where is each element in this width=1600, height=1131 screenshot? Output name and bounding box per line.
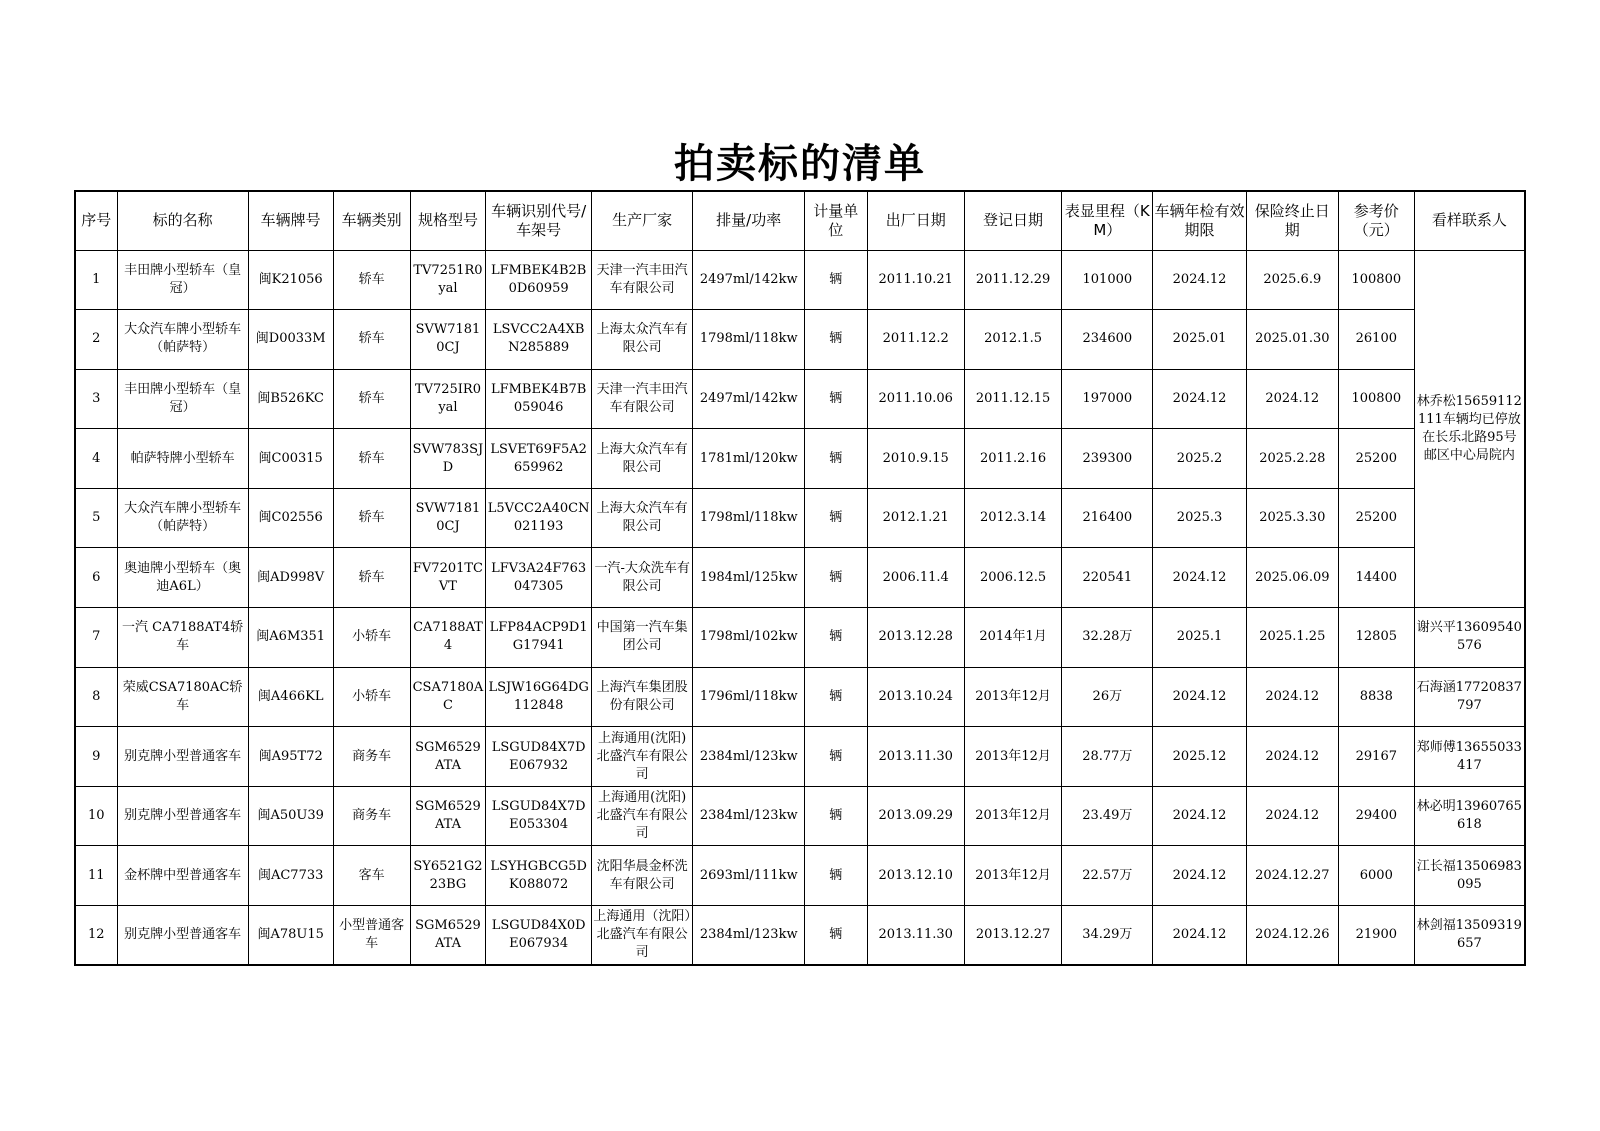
row-number-cell: 9: [75, 727, 117, 787]
vehicle-category-cell: 轿车: [333, 369, 410, 429]
contact-cell: 林剑福13509319657: [1414, 906, 1525, 966]
item-name-cell: 别克牌小型普通客车: [117, 727, 248, 787]
manufacturer-cell: 一汽-大众洗车有限公司: [591, 548, 692, 608]
plate-number-cell: 闽AC7733: [248, 846, 333, 906]
contact-cell: 石海涵17720837797: [1414, 667, 1525, 727]
row-number-cell: 5: [75, 488, 117, 548]
item-name-cell: 别克牌小型普通客车: [117, 906, 248, 966]
manufacture-date-cell: 2011.12.2: [867, 310, 964, 370]
odometer-cell: 22.57万: [1062, 846, 1153, 906]
vin-number-cell: LSYHGBCG5DK088072: [486, 846, 592, 906]
table-row: [75, 429, 1525, 489]
plate-number-cell: 闽AD998V: [248, 548, 333, 608]
row-number-cell: 12: [75, 906, 117, 966]
unit-cell: 辆: [805, 369, 868, 429]
table-row: [75, 608, 1525, 668]
table-row: [75, 369, 1525, 429]
vin-number-cell: LFMBEK4B7B059046: [486, 369, 592, 429]
manufacturer-cell: 上海大众汽车有限公司: [591, 488, 692, 548]
header-cell: 标的名称: [117, 191, 248, 250]
table-row: [75, 250, 1525, 310]
vehicle-category-cell: 轿车: [333, 250, 410, 310]
manufacturer-cell: 上海通用(沈阳)北盛汽车有限公司: [591, 786, 692, 846]
inspection-expiry-cell: 2024.12: [1153, 846, 1246, 906]
model-spec-cell: SGM6529ATA: [410, 786, 486, 846]
plate-number-cell: 闽A50U39: [248, 786, 333, 846]
reference-price-cell: 100800: [1338, 250, 1414, 310]
inspection-expiry-cell: 2024.12: [1153, 906, 1246, 966]
reference-price-cell: 12805: [1338, 608, 1414, 668]
header-cell: 看样联系人: [1414, 191, 1525, 250]
manufacturer-cell: 中国第一汽车集团公司: [591, 608, 692, 668]
header-cell: 序号: [75, 191, 117, 250]
vin-number-cell: L5VCC2A40CN021193: [486, 488, 592, 548]
reference-price-cell: 6000: [1338, 846, 1414, 906]
vin-number-cell: LSJW16G64DG112848: [486, 667, 592, 727]
reference-price-cell: 14400: [1338, 548, 1414, 608]
plate-number-cell: 闽A466KL: [248, 667, 333, 727]
inspection-expiry-cell: 2024.12: [1153, 250, 1246, 310]
inspection-expiry-cell: 2025.12: [1153, 727, 1246, 787]
item-name-cell: 丰田牌小型轿车（皇冠）: [117, 250, 248, 310]
vin-number-cell: LSVET69F5A2659962: [486, 429, 592, 489]
reference-price-cell: 26100: [1338, 310, 1414, 370]
odometer-cell: 32.28万: [1062, 608, 1153, 668]
model-spec-cell: TV7251R0yal: [410, 250, 486, 310]
registration-date-cell: 2011.2.16: [964, 429, 1061, 489]
item-name-cell: 一汽 CA7188AT4轿车: [117, 608, 248, 668]
manufacture-date-cell: 2013.11.30: [867, 727, 964, 787]
unit-cell: 辆: [805, 488, 868, 548]
registration-date-cell: 2013年12月: [964, 727, 1061, 787]
inspection-expiry-cell: 2024.12: [1153, 369, 1246, 429]
contact-cell: 林必明13960765618: [1414, 786, 1525, 846]
model-spec-cell: CSA7180AC: [410, 667, 486, 727]
row-number-cell: 10: [75, 786, 117, 846]
plate-number-cell: 闽C00315: [248, 429, 333, 489]
row-number-cell: 1: [75, 250, 117, 310]
unit-cell: 辆: [805, 846, 868, 906]
registration-date-cell: 2013年12月: [964, 667, 1061, 727]
odometer-cell: 239300: [1062, 429, 1153, 489]
header-cell: 保险终止日期: [1246, 191, 1338, 250]
manufacturer-cell: 上海大众汽车有限公司: [591, 429, 692, 489]
vehicle-category-cell: 客车: [333, 846, 410, 906]
registration-date-cell: 2012.3.14: [964, 488, 1061, 548]
table-row: [75, 488, 1525, 548]
insurance-expiry-cell: 2025.06.09: [1246, 548, 1338, 608]
registration-date-cell: 2013年12月: [964, 846, 1061, 906]
model-spec-cell: SY6521G223BG: [410, 846, 486, 906]
model-spec-cell: TV725IR0yal: [410, 369, 486, 429]
reference-price-cell: 100800: [1338, 369, 1414, 429]
insurance-expiry-cell: 2024.12: [1246, 727, 1338, 787]
insurance-expiry-cell: 2024.12.26: [1246, 906, 1338, 966]
reference-price-cell: 8838: [1338, 667, 1414, 727]
displacement-power-cell: 1781ml/120kw: [693, 429, 805, 489]
manufacturer-cell: 上海通用(沈阳)北盛汽车有限公司: [591, 727, 692, 787]
table-row: [75, 906, 1525, 966]
vin-number-cell: LFP84ACP9D1G17941: [486, 608, 592, 668]
table-row: [75, 548, 1525, 608]
header-cell: 登记日期: [964, 191, 1061, 250]
unit-cell: 辆: [805, 548, 868, 608]
odometer-cell: 216400: [1062, 488, 1153, 548]
auction-items-table: [74, 190, 1526, 966]
model-spec-cell: FV7201TCVT: [410, 548, 486, 608]
insurance-expiry-cell: 2025.1.25: [1246, 608, 1338, 668]
model-spec-cell: SVW71810CJ: [410, 310, 486, 370]
model-spec-cell: CA7188AT4: [410, 608, 486, 668]
odometer-cell: 234600: [1062, 310, 1153, 370]
reference-price-cell: 29400: [1338, 786, 1414, 846]
manufacture-date-cell: 2013.12.28: [867, 608, 964, 668]
plate-number-cell: 闽A6M351: [248, 608, 333, 668]
displacement-power-cell: 2693ml/111kw: [693, 846, 805, 906]
manufacture-date-cell: 2006.11.4: [867, 548, 964, 608]
vin-number-cell: LSGUD84X7DE053304: [486, 786, 592, 846]
unit-cell: 辆: [805, 310, 868, 370]
model-spec-cell: SVW783SJD: [410, 429, 486, 489]
manufacture-date-cell: 2011.10.06: [867, 369, 964, 429]
plate-number-cell: 闽K21056: [248, 250, 333, 310]
inspection-expiry-cell: 2025.2: [1153, 429, 1246, 489]
registration-date-cell: 2011.12.29: [964, 250, 1061, 310]
row-number-cell: 8: [75, 667, 117, 727]
row-number-cell: 3: [75, 369, 117, 429]
odometer-cell: 28.77万: [1062, 727, 1153, 787]
row-number-cell: 2: [75, 310, 117, 370]
vin-number-cell: LSGUD84X0DE067934: [486, 906, 592, 966]
inspection-expiry-cell: 2024.12: [1153, 786, 1246, 846]
reference-price-cell: 25200: [1338, 429, 1414, 489]
page-title: 拍卖标的清单: [674, 141, 926, 187]
odometer-cell: 101000: [1062, 250, 1153, 310]
table-header-row: [75, 191, 1525, 250]
item-name-cell: 奥迪牌小型轿车（奥迪A6L）: [117, 548, 248, 608]
manufacture-date-cell: 2013.12.10: [867, 846, 964, 906]
header-cell: 出厂日期: [867, 191, 964, 250]
header-cell: 车辆识别代号/ 车架号: [486, 191, 592, 250]
insurance-expiry-cell: 2024.12.27: [1246, 846, 1338, 906]
contact-cell: 江长福13506983095: [1414, 846, 1525, 906]
manufacture-date-cell: 2013.10.24: [867, 667, 964, 727]
table-row: [75, 846, 1525, 906]
row-number-cell: 11: [75, 846, 117, 906]
manufacturer-cell: 上海太众汽车有限公司: [591, 310, 692, 370]
table-row: [75, 786, 1525, 846]
insurance-expiry-cell: 2025.3.30: [1246, 488, 1338, 548]
vehicle-category-cell: 轿车: [333, 429, 410, 489]
contact-cell: 谢兴平13609540576: [1414, 608, 1525, 668]
odometer-cell: 197000: [1062, 369, 1153, 429]
inspection-expiry-cell: 2024.12: [1153, 548, 1246, 608]
vehicle-category-cell: 轿车: [333, 488, 410, 548]
vehicle-category-cell: 小型普通客车: [333, 906, 410, 966]
unit-cell: 辆: [805, 608, 868, 668]
plate-number-cell: 闽C02556: [248, 488, 333, 548]
item-name-cell: 荣威CSA7180AC轿车: [117, 667, 248, 727]
plate-number-cell: 闽D0033M: [248, 310, 333, 370]
vehicle-category-cell: 小轿车: [333, 608, 410, 668]
insurance-expiry-cell: 2024.12: [1246, 667, 1338, 727]
displacement-power-cell: 2497ml/142kw: [693, 250, 805, 310]
registration-date-cell: 2012.1.5: [964, 310, 1061, 370]
manufacture-date-cell: 2013.09.29: [867, 786, 964, 846]
contact-cell: 郑师傅13655033417: [1414, 727, 1525, 787]
insurance-expiry-cell: 2025.6.9: [1246, 250, 1338, 310]
vehicle-category-cell: 轿车: [333, 548, 410, 608]
insurance-expiry-cell: 2025.2.28: [1246, 429, 1338, 489]
vehicle-category-cell: 商务车: [333, 786, 410, 846]
odometer-cell: 26万: [1062, 667, 1153, 727]
unit-cell: 辆: [805, 727, 868, 787]
vehicle-category-cell: 轿车: [333, 310, 410, 370]
shared-contact-cell: 林乔松15659112111车辆均已停放在长乐北路95号邮区中心局院内: [1414, 250, 1525, 608]
item-name-cell: 金杯牌中型普通客车: [117, 846, 248, 906]
displacement-power-cell: 1798ml/118kw: [693, 310, 805, 370]
inspection-expiry-cell: 2024.12: [1153, 667, 1246, 727]
registration-date-cell: 2011.12.15: [964, 369, 1061, 429]
model-spec-cell: SVW71810CJ: [410, 488, 486, 548]
header-cell: 排量/功率: [693, 191, 805, 250]
displacement-power-cell: 2497ml/142kw: [693, 369, 805, 429]
odometer-cell: 23.49万: [1062, 786, 1153, 846]
vehicle-category-cell: 商务车: [333, 727, 410, 787]
reference-price-cell: 21900: [1338, 906, 1414, 966]
manufacturer-cell: 上海通用（沈阳）北盛汽车有限公司: [591, 906, 692, 966]
odometer-cell: 220541: [1062, 548, 1153, 608]
unit-cell: 辆: [805, 906, 868, 966]
row-number-cell: 4: [75, 429, 117, 489]
reference-price-cell: 29167: [1338, 727, 1414, 787]
vin-number-cell: LFV3A24F763047305: [486, 548, 592, 608]
displacement-power-cell: 2384ml/123kw: [693, 906, 805, 966]
inspection-expiry-cell: 2025.3: [1153, 488, 1246, 548]
displacement-power-cell: 2384ml/123kw: [693, 727, 805, 787]
plate-number-cell: 闽A78U15: [248, 906, 333, 966]
inspection-expiry-cell: 2025.01: [1153, 310, 1246, 370]
header-cell: 计量单位: [805, 191, 868, 250]
manufacturer-cell: 沈阳华晨金杯洗车有限公司: [591, 846, 692, 906]
model-spec-cell: SGM6529ATA: [410, 727, 486, 787]
item-name-cell: 大众汽车牌小型轿车（帕萨特）: [117, 488, 248, 548]
model-spec-cell: SGM6529ATA: [410, 906, 486, 966]
displacement-power-cell: 1984ml/125kw: [693, 548, 805, 608]
header-cell: 生产厂家: [591, 191, 692, 250]
manufacturer-cell: 天津一汽丰田汽车有限公司: [591, 369, 692, 429]
insurance-expiry-cell: 2024.12: [1246, 369, 1338, 429]
unit-cell: 辆: [805, 429, 868, 489]
row-number-cell: 7: [75, 608, 117, 668]
manufacture-date-cell: 2010.9.15: [867, 429, 964, 489]
item-name-cell: 别克牌小型普通客车: [117, 786, 248, 846]
unit-cell: 辆: [805, 786, 868, 846]
registration-date-cell: 2013年12月: [964, 786, 1061, 846]
manufacture-date-cell: 2013.11.30: [867, 906, 964, 966]
displacement-power-cell: 1798ml/102kw: [693, 608, 805, 668]
registration-date-cell: 2014年1月: [964, 608, 1061, 668]
unit-cell: 辆: [805, 250, 868, 310]
reference-price-cell: 25200: [1338, 488, 1414, 548]
item-name-cell: 大众汽车牌小型轿车（帕萨特）: [117, 310, 248, 370]
unit-cell: 辆: [805, 667, 868, 727]
manufacture-date-cell: 2011.10.21: [867, 250, 964, 310]
plate-number-cell: 闽A95T72: [248, 727, 333, 787]
row-number-cell: 6: [75, 548, 117, 608]
header-cell: 车辆类别: [333, 191, 410, 250]
manufacturer-cell: 天津一汽丰田汽车有限公司: [591, 250, 692, 310]
header-cell: 车辆年检有效期限: [1153, 191, 1246, 250]
table-row: [75, 667, 1525, 727]
inspection-expiry-cell: 2025.1: [1153, 608, 1246, 668]
insurance-expiry-cell: 2025.01.30: [1246, 310, 1338, 370]
plate-number-cell: 闽B526KC: [248, 369, 333, 429]
manufacturer-cell: 上海汽车集团股份有限公司: [591, 667, 692, 727]
item-name-cell: 帕萨特牌小型轿车: [117, 429, 248, 489]
vehicle-category-cell: 小轿车: [333, 667, 410, 727]
insurance-expiry-cell: 2024.12: [1246, 786, 1338, 846]
manufacture-date-cell: 2012.1.21: [867, 488, 964, 548]
item-name-cell: 丰田牌小型轿车（皇冠）: [117, 369, 248, 429]
registration-date-cell: 2006.12.5: [964, 548, 1061, 608]
registration-date-cell: 2013.12.27: [964, 906, 1061, 966]
header-cell: 表显里程（KM）: [1062, 191, 1153, 250]
table-row: [75, 310, 1525, 370]
odometer-cell: 34.29万: [1062, 906, 1153, 966]
displacement-power-cell: 2384ml/123kw: [693, 786, 805, 846]
displacement-power-cell: 1798ml/118kw: [693, 488, 805, 548]
table-row: [75, 727, 1525, 787]
vin-number-cell: LSVCC2A4XBN285889: [486, 310, 592, 370]
vin-number-cell: LSGUD84X7DE067932: [486, 727, 592, 787]
displacement-power-cell: 1796ml/118kw: [693, 667, 805, 727]
header-cell: 车辆牌号: [248, 191, 333, 250]
header-cell: 规格型号: [410, 191, 486, 250]
header-cell: 参考价（元）: [1338, 191, 1414, 250]
vin-number-cell: LFMBEK4B2B0D60959: [486, 250, 592, 310]
